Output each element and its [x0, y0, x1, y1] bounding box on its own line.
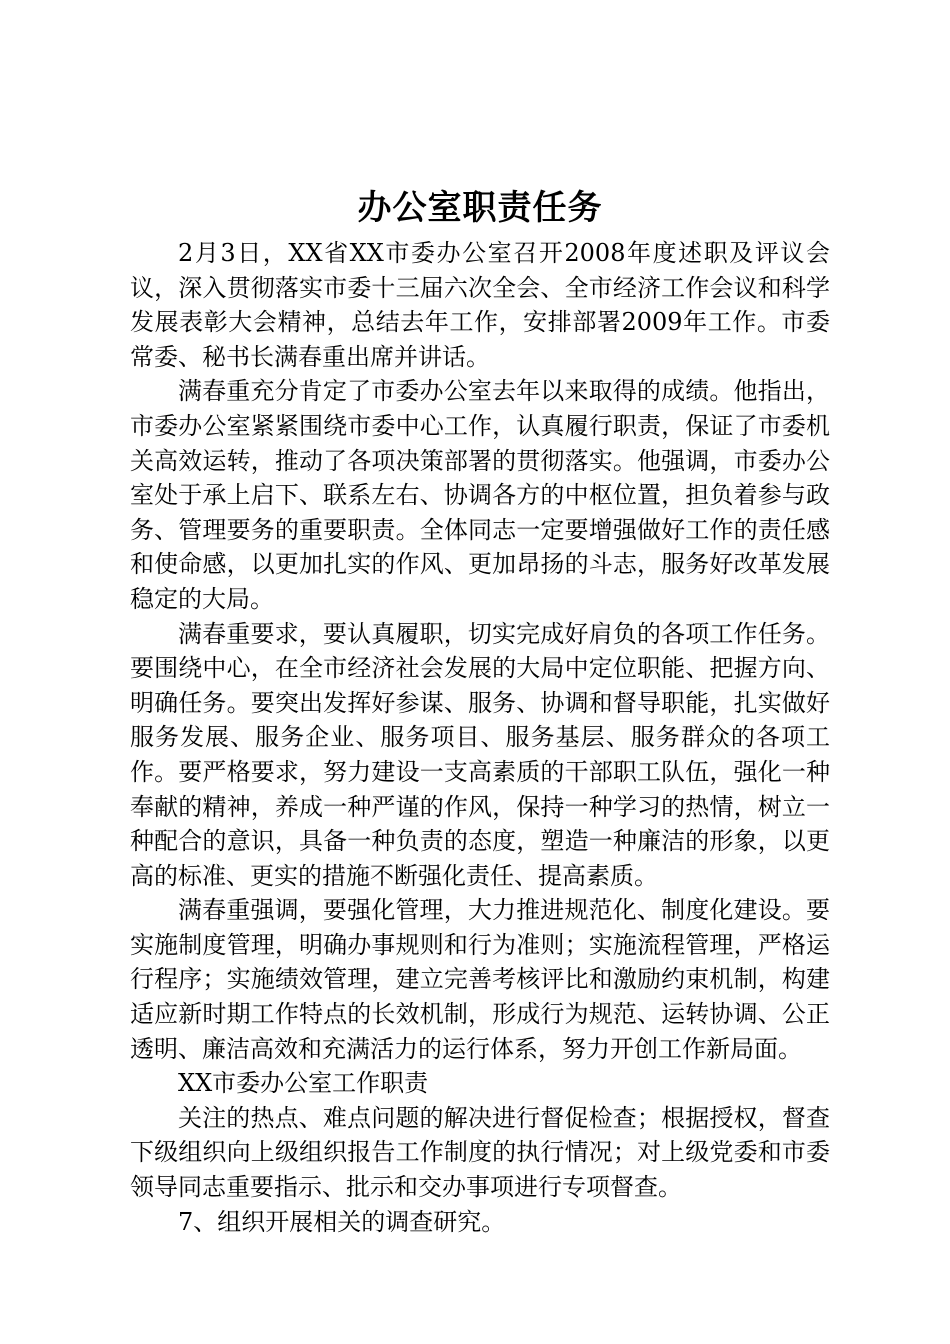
paragraph-meeting-summary: 2月3日，XX省XX市委办公室召开2008年度述职及评议会议，深入贯彻落实市委十三届六次全会、全市经济工作会议和科学发展表彰大会精神，总结去年工作，安排部署2009年工作。市委常委、秘书长满春重出席并讲话。 — [130, 239, 830, 371]
document-page — [130, 180, 830, 1239]
paragraph-management: 满春重强调，要强化管理，大力推进规范化、制度化建设。要实施制度管理，明确办事规则和行为准则；实施流程管理，严格运行程序；实施绩效管理，建立完善考核评比和激励约束机制，构建适应新时期工作特点的长效机制，形成行为规范、运转协调、公正透明、廉洁高效和充满活力的运行体系，努力开创工作新局面。 — [130, 896, 830, 1063]
list-item-research: 7、组织开展相关的调查研究。 — [178, 1207, 506, 1236]
paragraph-achievements: 满春重充分肯定了市委办公室去年以来取得的成绩。他指出，市委办公室紧紧围绕市委中心工作，认真履行职责，保证了市委机关高效运转，推动了各项决策部署的贯彻落实。他强调，市委办公室处于承上启下、联系左右、协调各方的中枢位置，担负着参与政务、管理要务的重要职责。全体同志一定要增强做好工作的责任感和使命感，以更加扎实的作风、更加昂扬的斗志，服务好改革发展稳定的大局。 — [130, 377, 830, 613]
section-heading-duties: XX市委办公室工作职责 — [178, 1069, 429, 1098]
paragraph-supervision: 关注的热点、难点问题的解决进行督促检查；根据授权，督查下级组织向上级组织报告工作制度的执行情况；对上级党委和市委领导同志重要指示、批示和交办事项进行专项督查。 — [130, 1103, 830, 1202]
paragraph-requirements: 满春重要求，要认真履职，切实完成好肩负的各项工作任务。要围绕中心，在全市经济社会发展的大局中定位职能、把握方向、明确任务。要突出发挥好参谋、服务、协调和督导职能，扎实做好服务发展、服务企业、服务项目、服务基层、服务群众的各项工作。要严格要求，努力建设一支高素质的干部职工队伍，强化一种奉献的精神，养成一种严谨的作风，保持一种学习的热情，树立一种配合的意识，具备一种负责的态度，塑造一种廉洁的形象，以更高的标准、更实的措施不断强化责任、提高素质。 — [130, 619, 830, 890]
document-title: 办公室职责任务 — [357, 188, 603, 228]
